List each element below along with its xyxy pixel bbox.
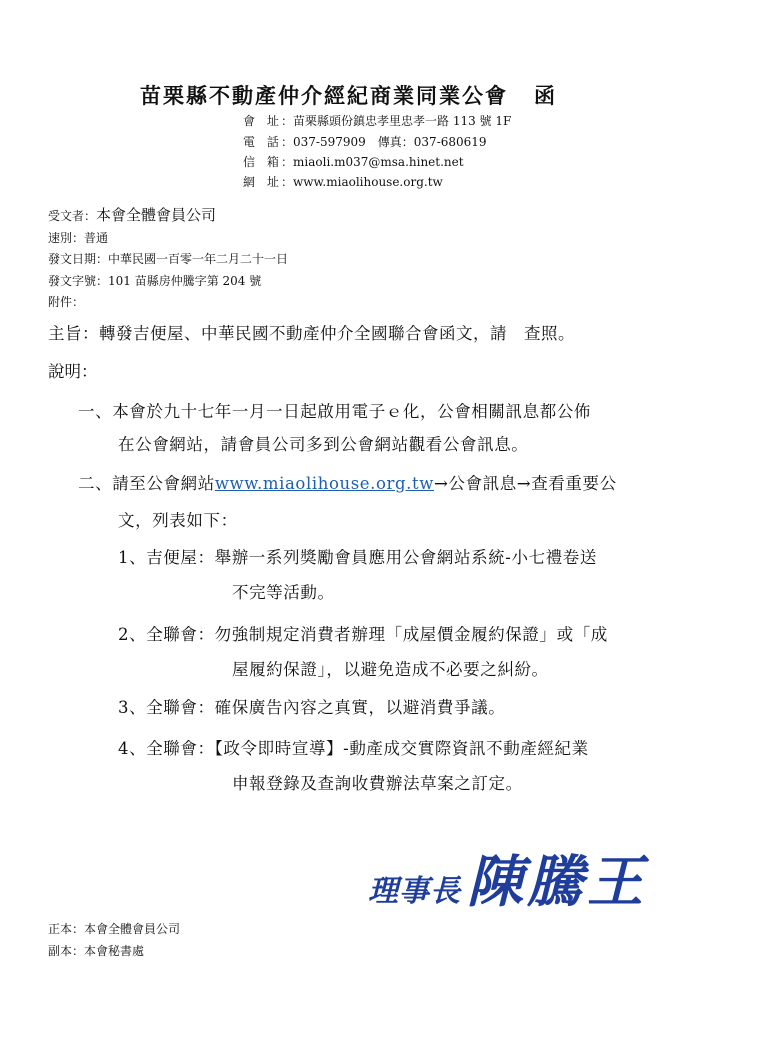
contact-label: 信 箱 <box>243 155 283 169</box>
list-item: 4、全聯會：【政令即時宣導】-動產成交實際資訊不動產經紀業 <box>118 739 589 758</box>
item2-line1 <box>78 470 617 494</box>
cc-original: 正本：本會全體會員公司 <box>48 922 181 936</box>
contact-label: 網 址 <box>243 175 283 189</box>
contact-website: 網 址：www.miaolihouse.org.tw <box>243 175 443 189</box>
ref-no-line: 發文字號：101 苗縣房仲騰字第 204 號 <box>48 274 262 288</box>
item1-line1: 一、本會於九十七年一月一日起啟用電子ｅ化，公會相關訊息都公佈 <box>78 402 591 421</box>
description-label: 說明： <box>48 362 98 381</box>
doc-type: 函 <box>534 83 557 108</box>
contact-label: 會 址 <box>243 114 283 128</box>
org-name: 苗栗縣不動產仲介經紀商業同業公會 <box>140 83 508 108</box>
website-link[interactable]: www.miaolihouse.org.tw <box>214 474 434 493</box>
item1-line2: 在公會網站，請會員公司多到公會網站觀看公會訊息。 <box>118 435 529 454</box>
item2-suffix: →公會訊息→查看重要公 <box>433 474 617 493</box>
contact-phone: 電 話：037-597909 傳真：037-680619 <box>243 135 487 149</box>
attachment-line: 附件： <box>48 295 85 309</box>
date-line: 發文日期：中華民國一百零一年二月二十一日 <box>48 252 289 266</box>
item2-prefix: 二、請至公會網站 <box>78 474 215 493</box>
contact-value: miaoli.m037@msa.hinet.net <box>293 155 464 169</box>
list-item: 3、全聯會：確保廣告內容之真實，以避消費爭議。 <box>118 698 506 717</box>
recipient-label: 受文者： <box>48 209 97 223</box>
signature <box>368 838 647 918</box>
recipient: 本會全體會員公司 <box>96 206 217 224</box>
page-title <box>140 80 557 110</box>
signature-title: 理事長 <box>368 874 461 909</box>
list-item-cont: 屋履約保證」，以避免造成不必要之糾紛。 <box>232 660 549 679</box>
contact-value: 037-597909 傳真：037-680619 <box>293 135 487 149</box>
recipient-line <box>48 204 216 225</box>
speed-line: 速別：普通 <box>48 231 109 245</box>
signature-name: 陳騰王 <box>467 849 647 915</box>
list-item-cont: 申報登錄及查詢收費辦法草案之訂定。 <box>232 774 523 793</box>
contact-value: www.miaolihouse.org.tw <box>293 175 443 189</box>
cc-copy: 副本：本會秘書處 <box>48 944 145 958</box>
contact-value: 苗栗縣頭份鎮忠孝里忠孝一路 113 號 1F <box>293 114 512 128</box>
contact-address: 會 址：苗栗縣頭份鎮忠孝里忠孝一路 113 號 1F <box>243 114 512 128</box>
list-item: 1、吉便屋：舉辦一系列獎勵會員應用公會網站系統-小七禮卷送 <box>118 548 597 567</box>
item2-line2: 文，列表如下： <box>118 511 238 530</box>
list-item-cont: 不完等活動。 <box>232 583 335 602</box>
contact-email: 信 箱：miaoli.m037@msa.hinet.net <box>243 155 464 169</box>
subject-line: 主旨：轉發吉便屋、中華民國不動產仲介全國聯合會函文，請 查照。 <box>48 324 575 343</box>
contact-label: 電 話 <box>243 135 283 149</box>
list-item: 2、全聯會：勿強制規定消費者辦理「成屋價金履約保證」或「成 <box>118 625 608 644</box>
